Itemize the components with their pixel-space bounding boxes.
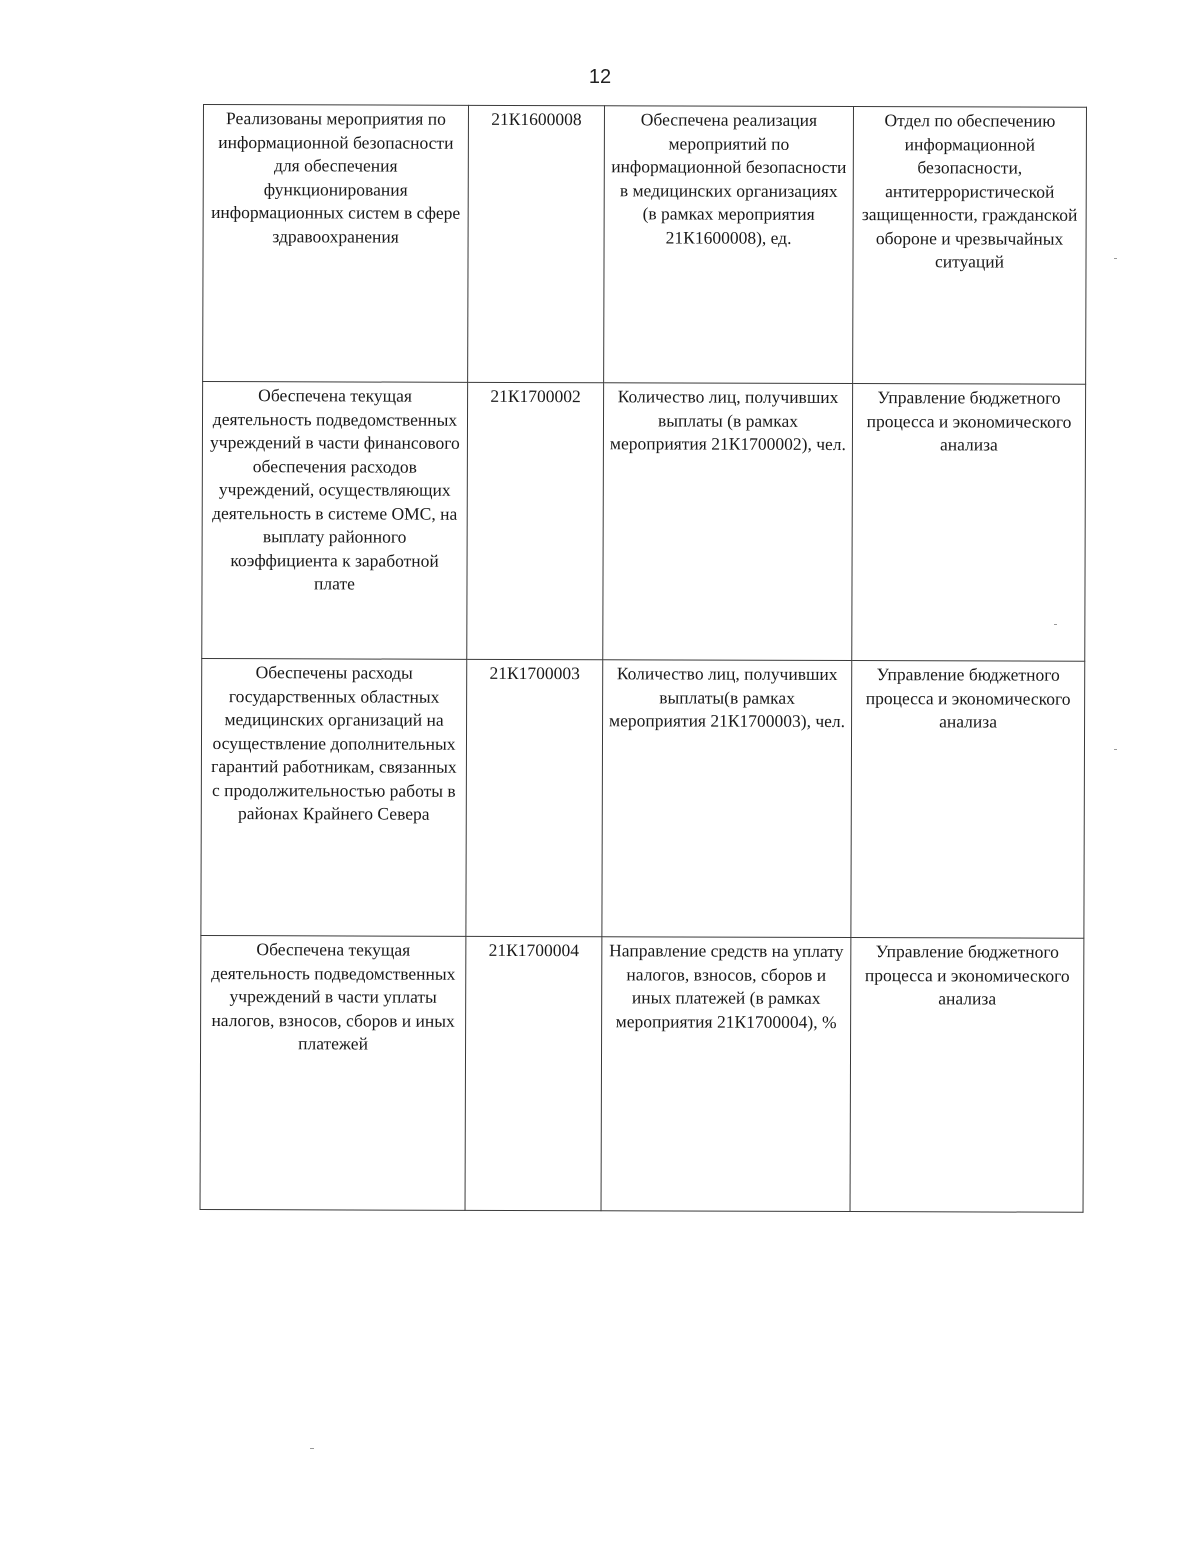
code-cell [467, 382, 604, 659]
code-text: 21К1700003 [489, 662, 580, 684]
code-text: 21К1600008 [491, 108, 582, 130]
indicator-cell [601, 937, 851, 1212]
indicator-text: Обеспечена реализация мероприятий по информационной безопасности в медицинских организациях (в рамках мероприятия 21К1600008), ед. [611, 109, 847, 248]
scan-speck [1114, 749, 1117, 750]
result-text: Реализованы мероприятия по информационной безопасности для обеспечения функционирования информационных систем в сфере здравоохранения [211, 108, 461, 247]
result-cell [201, 658, 467, 936]
indicator-text: Количество лиц, получивших выплаты (в рамках мероприятия 21К1700002), чел. [609, 386, 846, 455]
responsible-text: Управление бюджетного процесса и экономического анализа [864, 941, 1070, 1009]
indicator-text: Количество лиц, получивших выплаты(в рамках мероприятия 21К1700003), чел. [609, 663, 846, 732]
code-text: 21К1700002 [490, 385, 581, 407]
code-text: 21К1700004 [488, 939, 580, 961]
scan-speck [1114, 258, 1117, 259]
result-text: Обеспечены расходы государственных областных медицинских организаций на осуществление дополнительных гарантий работникам, связанных с продолжительностью работы в районах Крайнего Севера [211, 662, 457, 824]
code-cell [465, 936, 602, 1210]
responsible-text: Отдел по обеспечению информационной безопасности, антитеррористической защищенности, гражданской обороне и чрезвычайных ситуаций [861, 110, 1078, 272]
indicator-cell [602, 660, 852, 938]
result-cell [202, 382, 468, 660]
result-cell [203, 105, 469, 383]
indicator-cell [604, 106, 854, 384]
responsible-cell [852, 384, 1086, 662]
result-cell [200, 935, 466, 1210]
result-text: Обеспечена текущая деятельность подведомственных учреждений в части уплаты налогов, взносов, сборов и иных платежей [211, 939, 456, 1054]
code-cell [468, 105, 605, 382]
scan-speck [1054, 624, 1057, 625]
responsible-cell [850, 938, 1084, 1213]
table-row [203, 105, 1087, 385]
indicator-cell [603, 383, 853, 661]
indicator-text: Направление средств на уплату налогов, взносов, сборов и иных платежей (в рамках мероприятия 21К1700004), % [609, 940, 844, 1032]
responsible-cell [851, 661, 1085, 939]
table-row [200, 935, 1084, 1212]
responsible-text: Управление бюджетного процесса и экономического анализа [865, 664, 1071, 732]
code-cell [466, 659, 603, 936]
table-row [201, 658, 1085, 938]
result-text: Обеспечена текущая деятельность подведомственных учреждений в части финансового обеспечения расходов учреждений, осуществляющих деятельность в системе ОМС, на выплату районного коэффициента к заработной плате [210, 385, 460, 594]
results-table [200, 104, 1087, 1213]
page-number: 12 [588, 66, 612, 88]
responsible-cell [853, 107, 1087, 385]
scan-speck [310, 1448, 314, 1449]
table-row [202, 382, 1086, 662]
responsible-text: Управление бюджетного процесса и экономического анализа [866, 387, 1072, 455]
